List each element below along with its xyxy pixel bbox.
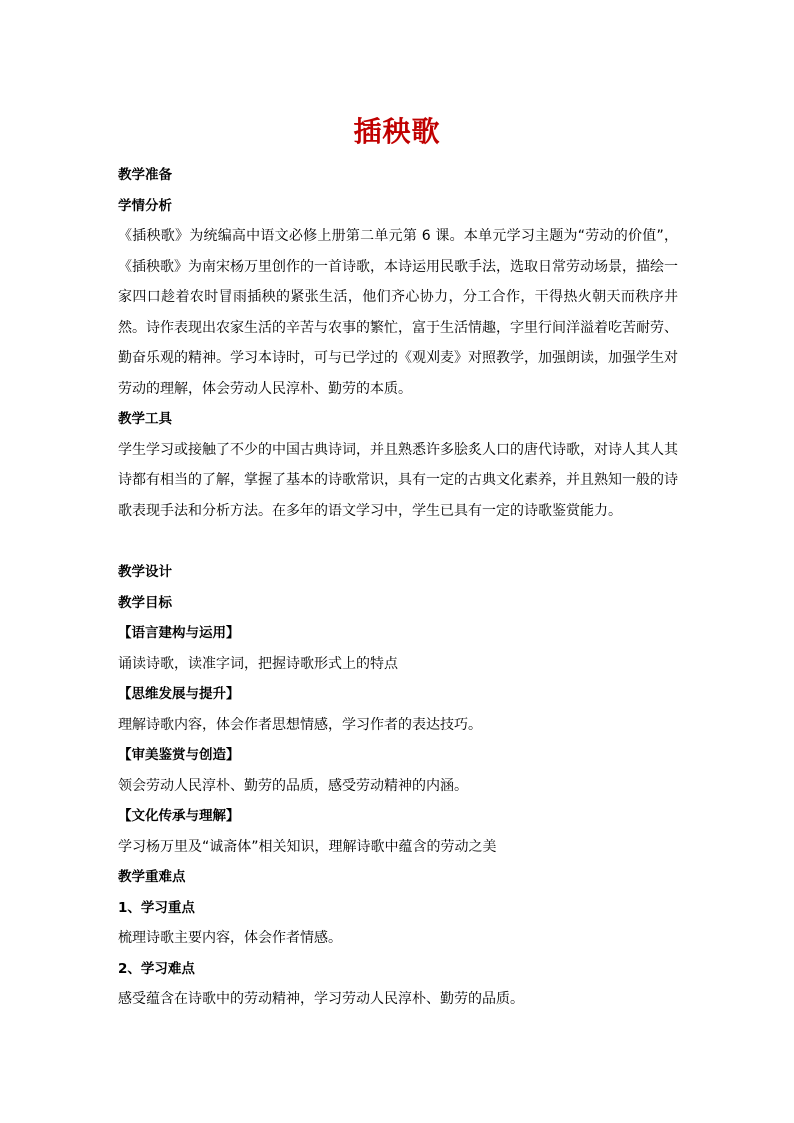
objective-culture-text: 学习杨万里及“诚斋体”相关知识，理解诗歌中蕴含的劳动之美	[118, 838, 497, 855]
section-spacer	[118, 526, 678, 557]
teaching-prep-heading: 教学准备	[118, 167, 172, 183]
key-points-heading: 教学重难点	[118, 869, 186, 885]
objective-language-text: 诵读诗歌，读准字词，把握诗歌形式上的特点	[118, 655, 398, 672]
document-title: 插秧歌	[353, 115, 441, 148]
objective-thinking-heading: 【思维发展与提升】	[118, 686, 240, 702]
learner-analysis-heading: 学情分析	[118, 197, 172, 214]
key-point-1-heading: 1、学习重点	[118, 899, 195, 916]
tools-heading: 教学工具	[118, 411, 172, 427]
key-point-2-heading: 2、学习难点	[118, 960, 195, 977]
tools-paragraph: 学生学习或接触了不少的中国古典诗词，并且熟悉许多脍炙人口的唐代诗歌，对诗人其人其诗都有相当的了解，掌握了基本的诗歌常识，具有一定的古典文化素养，并且熟知一般的诗歌表现手法和分析方法。在多年的语文学习中，学生已具有一定的诗歌鉴赏能力。	[118, 441, 678, 519]
objective-language-heading: 【语言建构与运用】	[118, 625, 240, 641]
key-point-2-text: 感受蕴含在诗歌中的劳动精神，学习劳动人民淳朴、勤劳的品质。	[118, 991, 524, 1007]
objective-aesthetic-text: 领会劳动人民淳朴、勤劳的品质，感受劳动精神的内涵。	[118, 777, 468, 794]
objective-culture-heading: 【文化传承与理解】	[118, 808, 240, 824]
design-heading: 教学设计	[118, 564, 172, 580]
objective-aesthetic-heading: 【审美鉴赏与创造】	[118, 747, 240, 763]
objectives-heading: 教学目标	[118, 594, 172, 611]
document-body	[118, 160, 678, 1015]
key-point-1-text: 梳理诗歌主要内容，体会作者情感。	[118, 930, 342, 946]
learner-analysis-paragraph: 《插秧歌》为统编高中语文必修上册第二单元第 6 课。本单元学习主题为“劳动的价值”，《插秧歌》为南宋杨万里创作的一首诗歌，本诗运用民歌手法，选取日常劳动场景，描绘一家四口趁着农时冒雨插秧的紧张生活，他们齐心协力，分工合作，干得热火朝天而秩序井然。诗作表现出农家生活的辛苦与农事的繁忙，富于生活情趣，字里行间洋溢着吃苦耐劳、勤奋乐观的精神。学习本诗时，可与已学过的《观刈麦》对照教学，加强朗读，加强学生对劳动的理解，体会劳动人民淳朴、勤劳的本质。	[118, 228, 678, 397]
objective-thinking-text: 理解诗歌内容，体会作者思想情感，学习作者的表达技巧。	[118, 716, 482, 733]
